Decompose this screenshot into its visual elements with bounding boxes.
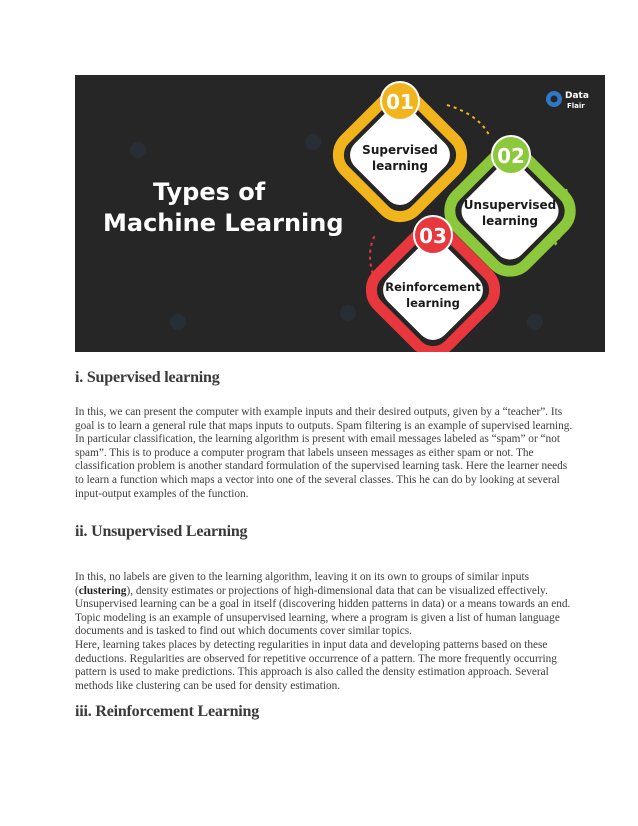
clustering-term: clustering xyxy=(78,584,127,597)
unsupervised-text-post: ), density estimates or projections of high-dimensional data that can be visualized effectively. Unsupervised learning can be a goal in itself (discovering hidden patterns in data) or a means towards an end. Topic modeling is an example of unsupervised learning, where a program is given a list of human language documents and is tasked to find out which documents cover similar topics. xyxy=(75,584,571,638)
paragraph-supervised-text: In this, we can present the computer with example inputs and their desired outputs, given by a “teacher”. Its goal is to learn a general rule that maps inputs to outputs. Spam filtering is an example of supervised learning. In particular classification, the learning algorithm is present with email messages labeled as “spam” or “not spam”. This is to produce a computer program that labels unseen messages as either spam or not. The classification problem is another standard formulation of the supervised learning task. Here the learner needs to learn a function which maps a vector into one of the several classes. This he can do by looking at several input-output examples of the function. xyxy=(75,406,573,500)
card-supervised-line2: learning xyxy=(371,159,429,173)
heading-reinforcement: iii. Reinforcement Learning xyxy=(75,703,260,720)
card-supervised-number: 01 xyxy=(386,90,414,114)
card-supervised-line1: Supervised xyxy=(362,143,438,157)
paragraph-unsupervised-text xyxy=(75,571,575,639)
card-unsupervised-number: 02 xyxy=(497,144,525,168)
paragraph-unsupervised xyxy=(75,571,575,693)
card-unsupervised-line2: learning xyxy=(481,214,539,228)
heading-supervised: i. Supervised learning xyxy=(75,369,220,386)
card-reinforcement-number: 03 xyxy=(419,224,447,248)
logo-line1: Data xyxy=(565,91,589,101)
ml-types-banner xyxy=(75,75,605,352)
banner-title-line1: Types of xyxy=(153,178,266,206)
card-reinforcement-line2: learning xyxy=(406,296,460,310)
card-reinforcement-line1: Reinforcement xyxy=(385,280,481,294)
logo-line2: Flair xyxy=(567,102,585,110)
dataflair-logo xyxy=(546,91,589,110)
banner-title-line2: Machine Learning xyxy=(103,209,344,237)
card-unsupervised-line1: Unsupervised xyxy=(463,198,557,212)
paragraph-unsupervised-text-2: Here, learning takes places by detecting regularities in input data and developing patterns based on these deductions. Regularities are observed for repetitive occurrence of a pattern. The more frequently occurring pattern is used to make predictions. This approach is also called the density estimation approach. Several methods like clustering can be used for density estimation. xyxy=(75,638,557,692)
banner-graphic xyxy=(75,75,605,352)
paragraph-supervised xyxy=(75,406,575,501)
heading-unsupervised: ii. Unsupervised Learning xyxy=(75,523,248,540)
unsupervised-text-pre: In this, no labels are given to the learning algorithm, leaving it on its own to groups of similar inputs ( xyxy=(75,571,529,597)
